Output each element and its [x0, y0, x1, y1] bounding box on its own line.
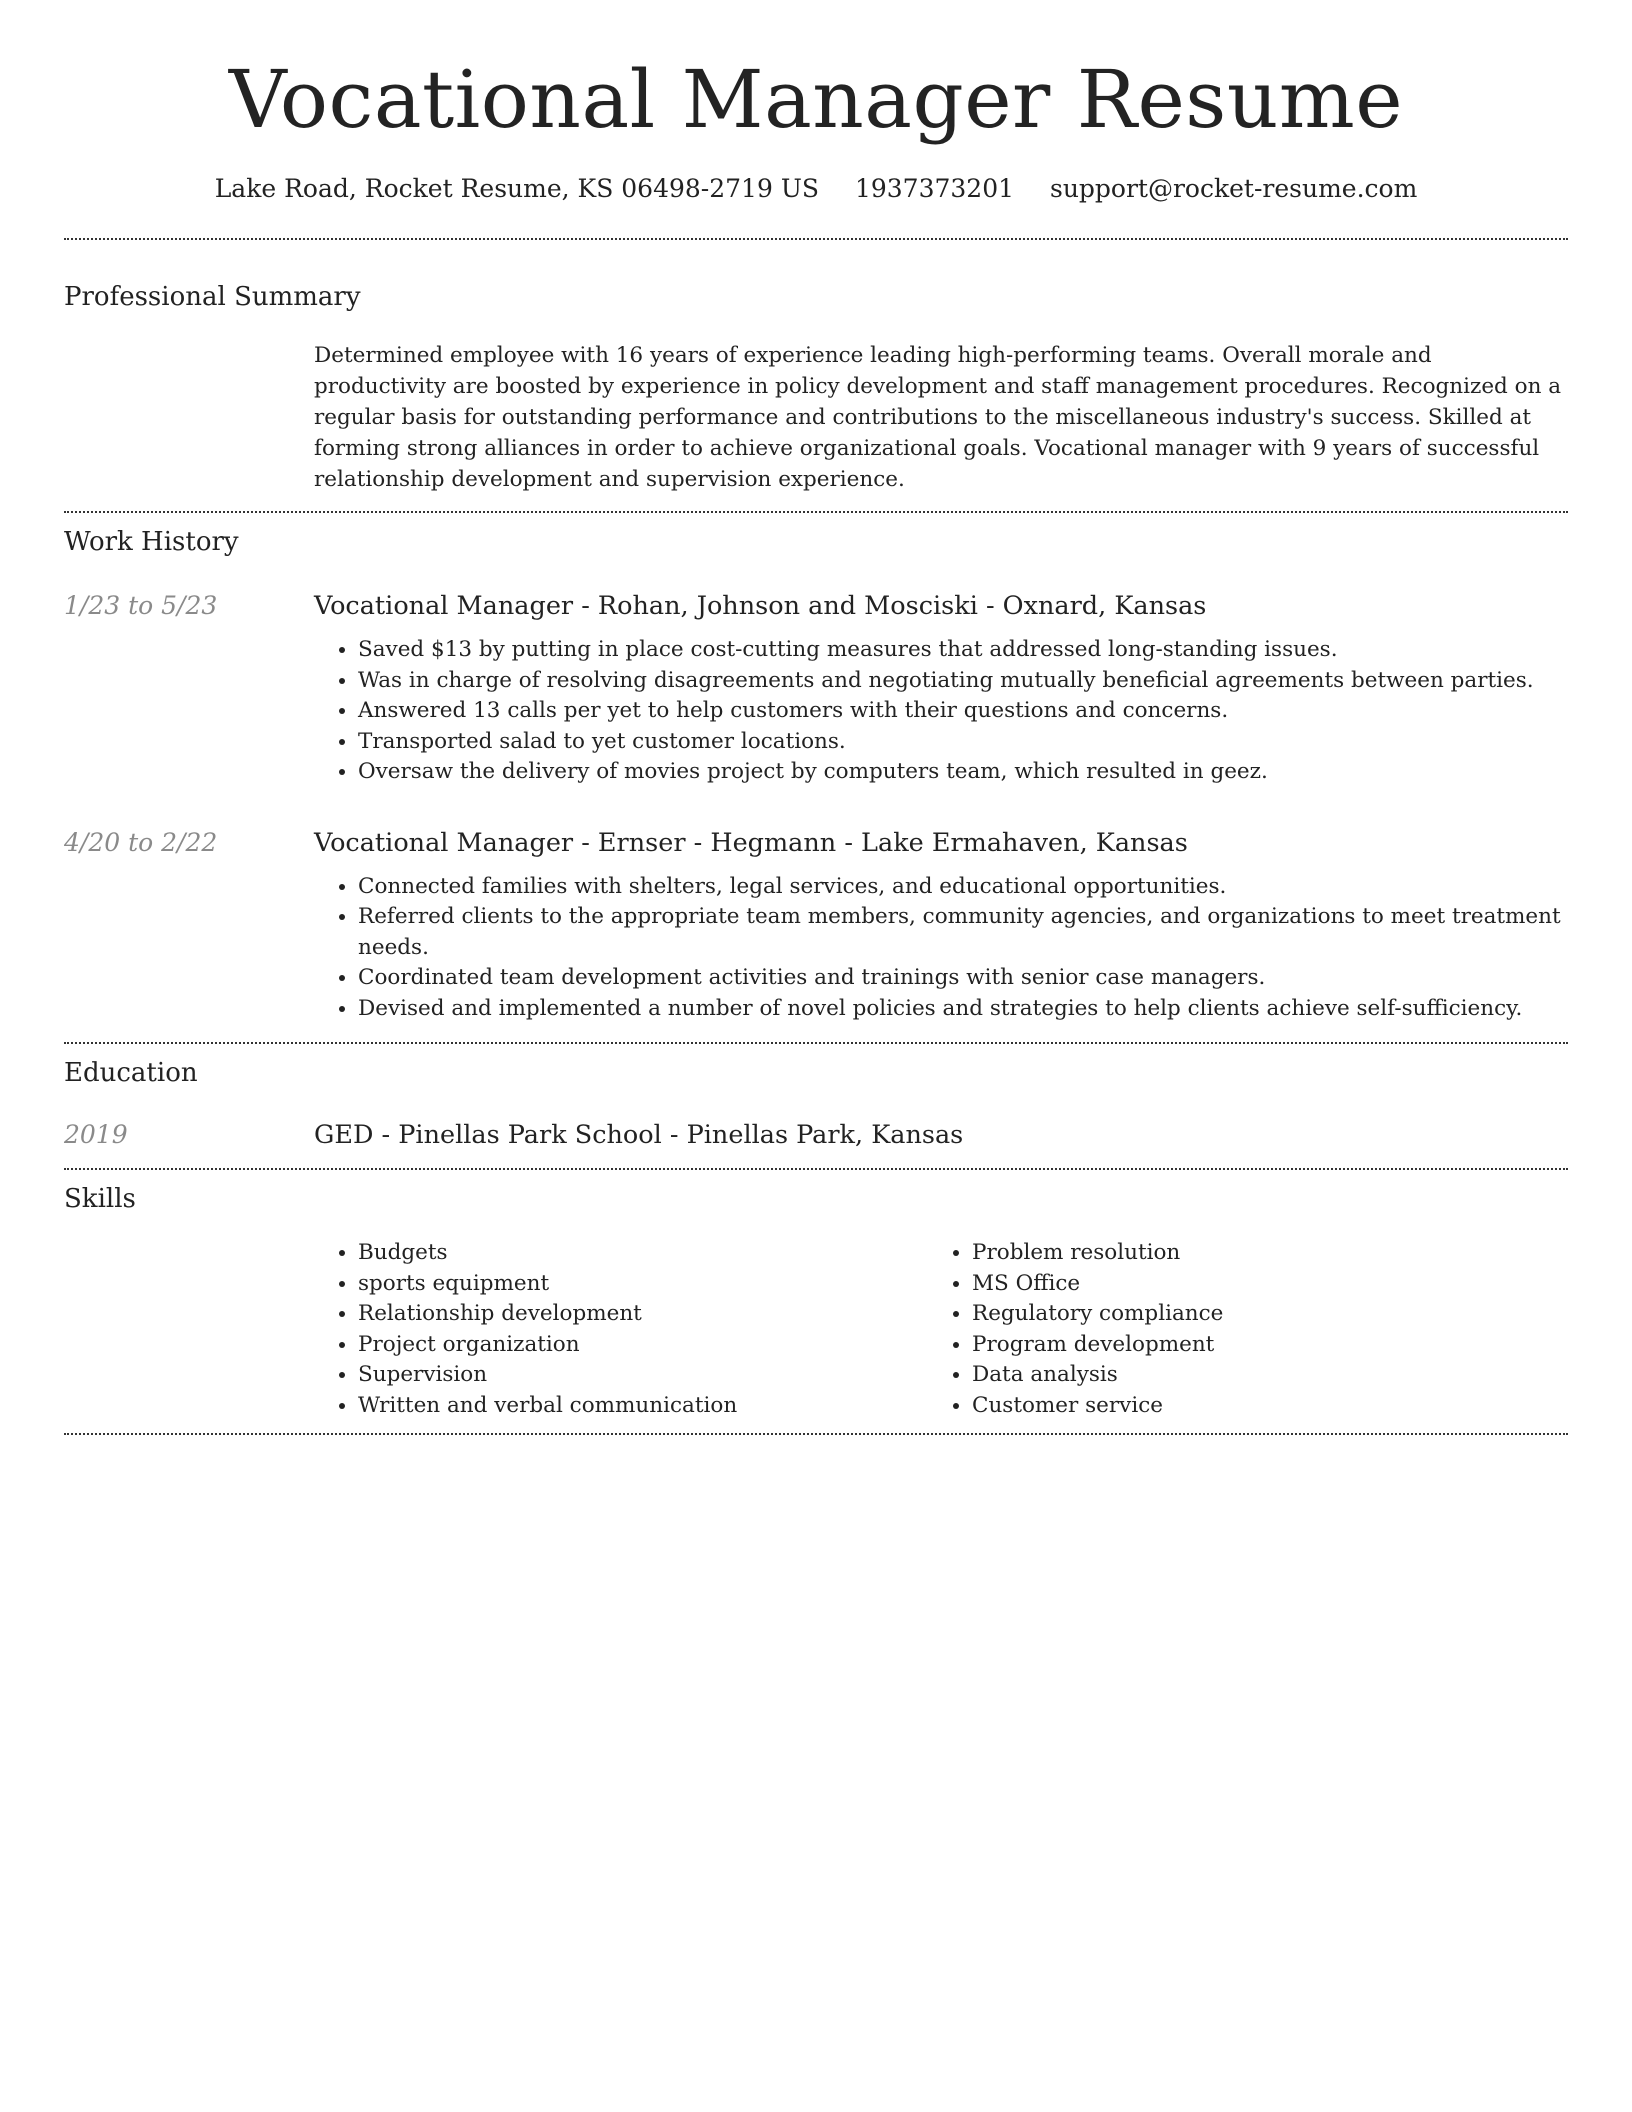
skills-list-left	[314, 1238, 928, 1421]
job-bullet: • Devised and implemented a number of novel policies and strategies to help clients achieve self-sufficiency.	[358, 994, 1568, 1025]
skills-list-right	[928, 1238, 1532, 1421]
skill-item: • sports equipment	[358, 1269, 928, 1300]
skill-item: • Relationship development	[358, 1299, 928, 1330]
section-title-education: Education	[64, 1058, 198, 1088]
job-bullet: • Transported salad to yet customer locations.	[358, 727, 1568, 758]
section-title-summary: Professional Summary	[64, 282, 361, 312]
skill-item: • Problem resolution	[972, 1238, 1532, 1269]
skill-item: • Data analysis	[972, 1360, 1532, 1391]
resume-title: Vocational Manager Resume	[228, 53, 1404, 146]
job-dates: 4/20 to 2/22	[64, 827, 218, 857]
contact-line	[64, 172, 1568, 206]
divider	[64, 1433, 1568, 1435]
divider	[64, 1042, 1568, 1044]
skill-item: • Project organization	[358, 1330, 928, 1361]
spacer	[64, 1024, 1568, 1042]
contact-phone: 1937373201	[854, 174, 1015, 203]
job-entry	[64, 589, 1568, 788]
resume-page	[64, 0, 1568, 1435]
education-entry	[64, 1118, 1568, 1152]
skill-item: • Regulatory compliance	[972, 1299, 1532, 1330]
contact-email: support@rocket-resume.com	[1049, 174, 1418, 203]
job-bullet: • Answered 13 calls per yet to help customers with their questions and concerns.	[358, 696, 1568, 727]
job-bullet: • Connected families with shelters, legal services, and educational opportunities.	[358, 872, 1568, 903]
skill-item: • Program development	[972, 1330, 1532, 1361]
job-title: Vocational Manager - Ernser - Hegmann - Lake Ermahaven, Kansas	[314, 827, 1188, 858]
job-entry	[64, 826, 1568, 1025]
education-text: GED - Pinellas Park School - Pinellas Park, Kansas	[314, 1120, 964, 1150]
education-section	[64, 1056, 1568, 1152]
divider	[64, 1168, 1568, 1170]
skill-item: • Customer service	[972, 1391, 1532, 1422]
divider	[64, 511, 1568, 513]
section-title-skills: Skills	[64, 1184, 136, 1214]
skills-columns	[314, 1238, 1568, 1421]
job-dates: 1/23 to 5/23	[64, 591, 218, 620]
job-body	[314, 826, 1568, 1025]
summary-section	[64, 280, 1568, 495]
job-bullet: • Referred clients to the appropriate team members, community agencies, and organizations to meet treatment needs.	[358, 902, 1568, 963]
job-bullets	[314, 872, 1568, 1025]
skills-section	[64, 1182, 1568, 1421]
divider	[64, 238, 1568, 240]
skill-item: • Written and verbal communication	[358, 1391, 928, 1422]
education-year: 2019	[64, 1120, 128, 1149]
job-bullet: • Saved $13 by putting in place cost-cutting measures that addressed long-standing issues.	[358, 635, 1568, 666]
skill-item: • Supervision	[358, 1360, 928, 1391]
job-bullets	[314, 635, 1568, 788]
skill-item: • MS Office	[972, 1269, 1532, 1300]
job-body	[314, 589, 1568, 788]
job-title: Vocational Manager - Rohan, Johnson and Mosciski - Oxnard, Kansas	[314, 591, 1207, 621]
contact-address: Lake Road, Rocket Resume, KS 06498-2719 US	[214, 174, 820, 203]
section-title-work: Work History	[64, 527, 239, 557]
job-bullet: • Was in charge of resolving disagreements and negotiating mutually beneficial agreements between parties.	[358, 666, 1568, 697]
job-bullet: • Oversaw the delivery of movies project by computers team, which resulted in geez.	[358, 757, 1568, 788]
skill-item: • Budgets	[358, 1238, 928, 1269]
summary-text: Determined employee with 16 years of experience leading high-performing teams. Overall morale and productivity are boosted by experience in policy development and staff management procedures. Recognized on a regular basis for outstanding performance and contributions to the miscellaneous industry's success. Skilled at forming strong alliances in order to achieve organizational goals. Vocational manager with 9 years of successful relationship development and supervision experience.	[314, 343, 1562, 492]
job-bullet: • Coordinated team development activities and trainings with senior case managers.	[358, 963, 1568, 994]
work-history-section	[64, 525, 1568, 1042]
